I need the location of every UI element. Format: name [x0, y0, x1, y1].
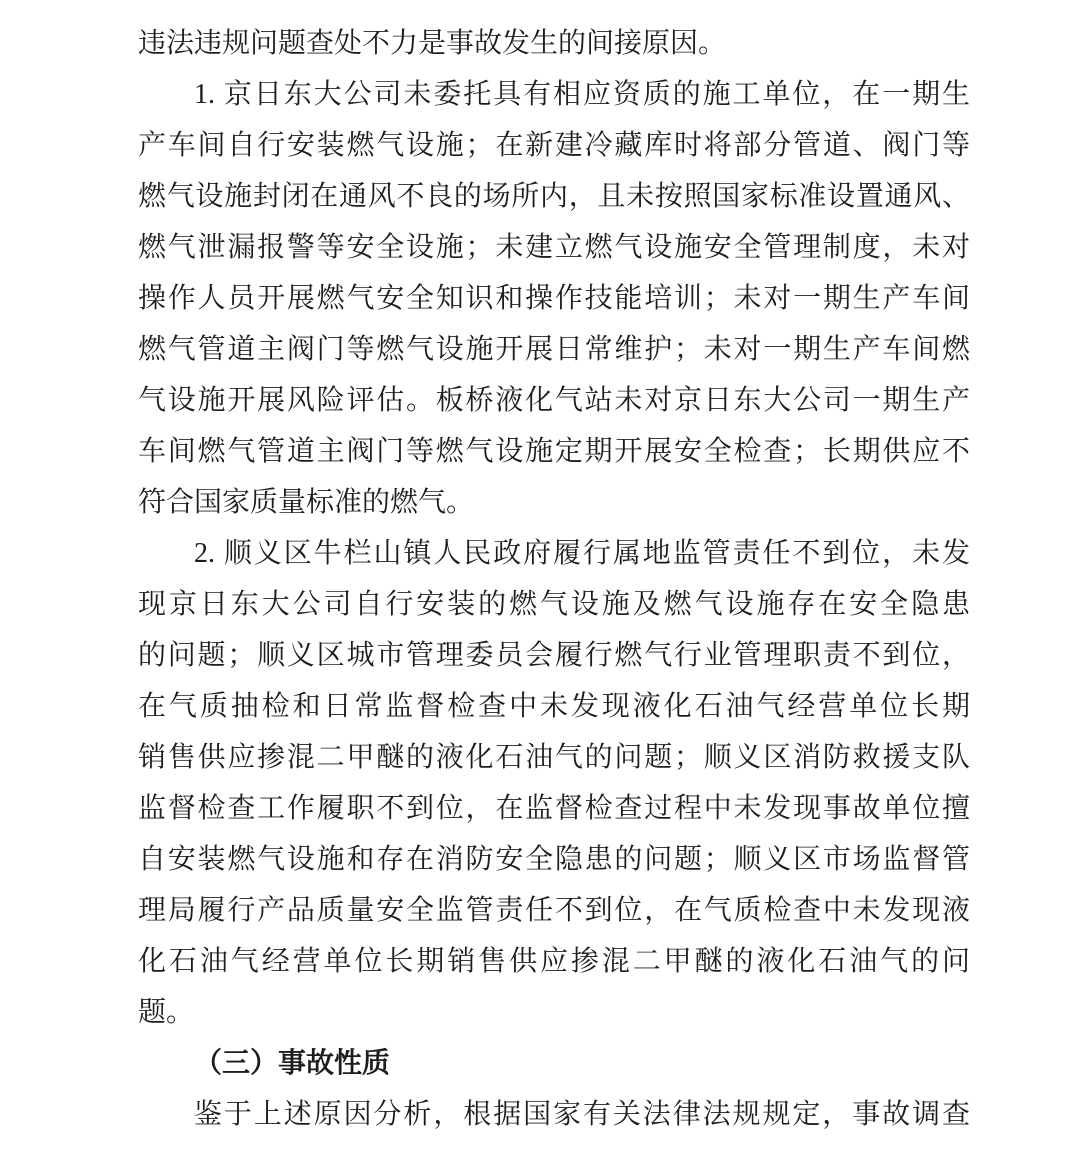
document-line: 符合国家质量标准的燃气。 — [138, 487, 475, 518]
document-line: 化石油气经营单位长期销售供应掺混二甲醚的液化石油气的问 — [138, 946, 970, 977]
document-line: 燃气泄漏报警等安全设施；未建立燃气设施安全管理制度，未对 — [138, 232, 970, 263]
document-line: 理局履行产品质量安全监管责任不到位，在气质检查中未发现液 — [138, 895, 970, 926]
document-line: 在气质抽检和日常监督检查中未发现液化石油气经营单位长期 — [138, 691, 970, 722]
document-line: 现京日东大公司自行安装的燃气设施及燃气设施存在安全隐患 — [138, 589, 970, 620]
document-line: 燃气管道主阀门等燃气设施开展日常维护；未对一期生产车间燃 — [138, 334, 970, 365]
document-line: 气设施开展风险评估。板桥液化气站未对京日东大公司一期生产 — [138, 385, 970, 416]
document-line: 销售供应掺混二甲醚的液化石油气的问题；顺义区消防救援支队 — [138, 742, 970, 773]
document-line: 自安装燃气设施和存在消防安全隐患的问题；顺义区市场监督管 — [138, 844, 970, 875]
document-line: 燃气设施封闭在通风不良的场所内，且未按照国家标准设置通风、 — [138, 181, 970, 212]
document-line: 监督检查工作履职不到位，在监督检查过程中未发现事故单位擅 — [138, 793, 970, 824]
document-line: 车间燃气管道主阀门等燃气设施定期开展安全检查；长期供应不 — [138, 436, 970, 467]
document-line: 违法违规问题查处不力是事故发生的间接原因。 — [138, 28, 727, 59]
document-line: 鉴于上述原因分析，根据国家有关法律法规规定，事故调查 — [194, 1099, 970, 1130]
document-line: 产车间自行安装燃气设施；在新建冷藏库时将部分管道、阀门等 — [138, 130, 970, 161]
document-line: 题。 — [138, 997, 195, 1028]
document-line: 的问题；顺义区城市管理委员会履行燃气行业管理职责不到位， — [138, 640, 970, 671]
section-heading: （三）事故性质 — [194, 1048, 391, 1079]
document-line: 2. 顺义区牛栏山镇人民政府履行属地监管责任不到位，未发 — [194, 538, 970, 569]
document-line: 操作人员开展燃气安全知识和操作技能培训；未对一期生产车间 — [138, 283, 970, 314]
document-text-block — [138, 18, 970, 1140]
document-line: 1. 京日东大公司未委托具有相应资质的施工单位，在一期生 — [194, 79, 970, 110]
